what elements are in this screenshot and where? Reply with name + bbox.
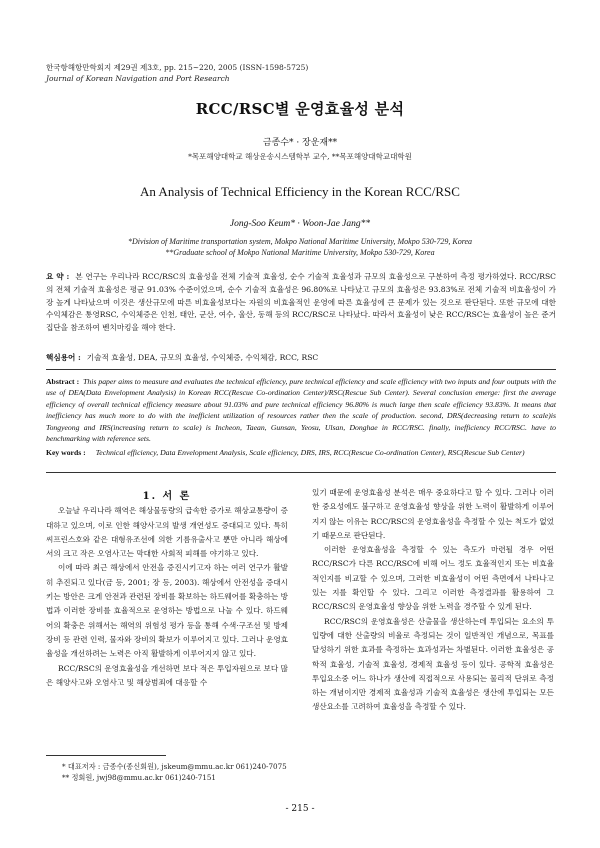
- affiliation-ko: *목포해양대학교 해상운송시스템학부 교수, **목포해양대학교대학원: [188, 152, 412, 161]
- journal-header: [46, 62, 308, 84]
- body-paragraph: 이러한 운영효율성을 측정할 수 있는 측도가 마련될 경우 어떤 RCC/RSC가 다른 RCC/RSC에 비해 어느 정도 효율적인지 또는 비효율적인지를 비교할 수 있으며, 그러한 비효율성이 어떤 측면에서 나타나고 있는 지를 확인할 수 있다. 그리고 이러한 측정결과를 활용하여 그 RCC/RSC의 운영효율성 향상을 위한 노력을 경주할 수 있게 된다.: [312, 545, 554, 612]
- keywords-en: [46, 447, 556, 458]
- footnotes: [62, 761, 287, 783]
- body-paragraph: 오늘날 우리나라 해역은 해상물동량의 급속한 증가로 해상교통량이 증대하고 있으며, 이로 인한 해양사고의 발생 개연성도 증대되고 있다. 특히 씨프린스호와 같은 대형유조선에 의한 기름유출사고 뿐만 아니라 해상에서의 크고 작은 오염사고는 막대한 사회적 피해를 야기하고 있다.: [46, 506, 288, 559]
- keywords-en-label: Key words :: [46, 448, 86, 457]
- authors-ko: 금종수* · 장운재**: [262, 138, 338, 148]
- footnote-divider: [46, 755, 166, 756]
- body-column-left: [46, 490, 288, 690]
- paper-title-ko: RCC/RSC별 운영효율성 분석: [195, 100, 405, 118]
- authors-en: Jong-Soo Keum* · Woon-Jae Jang**: [229, 219, 371, 229]
- affiliation-en-2: **Graduate school of Mokpo National Maritime University, Mokpo 530-729, Korea: [165, 248, 435, 257]
- body-paragraph: 이에 따라 최근 해상에서 안전을 증진시키고자 하는 여러 연구가 활발히 추진되고 있다(금 등, 2001; 장 등, 2003). 해상에서 안전성을 증대시키는 방안은 크게 안전과 관련된 장비를 확보하는 하드웨어를 확충하는 방법과 이러한 장비를 효율적으로 운영하는 방법으로 나눌 수 있다. 하드웨어의 확충은 위해서는 해역의 위험성 평가 등을 통해 수색·구조선 및 방제장비 등 관련 인력, 물자와 장비의 확보가 이루어지고 있다. 그러나 운영효율성을 개선하려는 노력은 아직 활발하게 이루어지지 않고 있다.: [46, 563, 288, 659]
- keywords-ko-text: 기술적 효율성, DEA, 규모의 효율성, 수익체증, 수익체감, RCC, RSC: [86, 353, 319, 362]
- page-number: - 215 -: [285, 804, 315, 814]
- journal-name-en: Journal of Korean Navigation and Port Research: [46, 74, 230, 83]
- keywords-ko: [46, 352, 556, 363]
- body-column-right: [312, 486, 554, 715]
- divider-top: [46, 369, 556, 370]
- body-paragraph: RCC/RSC의 운영효율성을 개선하면 보다 적은 투입자원으로 보다 많은 해양사고와 오염사고 및 해상범죄에 대응할 수: [46, 663, 288, 687]
- abstract-ko-text: 본 연구는 우리나라 RCC/RSC의 효율성을 전체 기술적 효율성, 순수 기술적 효율성과 규모의 효율성으로 구분하여 측정 평가하였다. RCC/RSC의 전체 기술적 효율성은 평균 91.03% 수준이었으며, 순수 기술적 효율성은 96.80%로 나타났고 규모의 효율성은 93.83%로 전체 기술적 비효율성이 가장 높게 나타났으며 이것은 생산규모에 따른 비효율성보다는 자원의 비효율적인 운영에 따른 효율성에 큰 문제가 있는 것으로 판단된다. 또한 규모에 대한 수익체감은 통영RSC, 수익체증은 인천, 태안, 군산, 여수, 울산, 동해 등의 RCC/RSC로 나타났다. 따라서 효율성이 낮은 RCC/RSC는 효율성이 높은 준거집단을 참조하여 벤치마킹을 해야 한다.: [46, 272, 556, 333]
- journal-citation: 한국항해항만학회지 제29권 제3호, pp. 215~220, 2005 (ISSN-1598-5725): [46, 63, 309, 72]
- body-paragraph: 있기 때문에 운영효율성 분석은 매우 중요하다고 할 수 있다. 그러나 이러한 중요성에도 불구하고 운영효율성 향상을 위한 노력이 활발하게 이루어지지 않는 이유는 RCC/RSC의 운영효율성을 측정할 수 있는 척도가 없었기 때문으로 판단된다.: [312, 488, 554, 540]
- footnote-2: ** 정회원, jwj98@mmu.ac.kr 061)240-7151: [62, 773, 216, 782]
- keywords-en-text: Technical efficiency, Data Envelopment Analysis, Scale efficiency, DRS, IRS, RCC(Rescue Co-ordination Center), RSC(Rescue Sub Center): [95, 448, 525, 457]
- abstract-ko-label: 요 약 :: [46, 272, 70, 281]
- footnote-1: * 대표저자 : 금종수(종신회원), jskeum@mmu.ac.kr 061)240-7075: [62, 762, 287, 771]
- keywords-ko-label: 핵심용어 :: [46, 353, 81, 362]
- section-heading: 1. 서 론: [142, 491, 192, 502]
- affiliation-en-1: *Division of Maritime transportation system, Mokpo National Maritime University, Mokpo 530-729, Korea: [127, 237, 473, 246]
- body-paragraph: RCC/RSC의 운영효율성은 산출물을 생산하는데 투입되는 요소의 투입량에 대한 산출량의 비율로 측정되는 것이 일반적인 개념으로, 목표를 달성하기 위한 효과를 측정하는 효과성과는 차별된다. 이러한 효율성은 공학적 효율성, 기술적 효율성, 경제적 효율성 등이 있다. 공학적 효율성은 투입요소중 어느 하나가 생산에 직접적으로 사용되는 물리적 단위로 측정하는 개념이지만 경제적 효율성과 기술적 효율성은 생산에 투입되는 모든 생산요소를 고려하여 효율성을 측정할 수 있다.: [312, 616, 554, 712]
- abstract-en: [46, 376, 556, 444]
- divider-bottom: [46, 472, 556, 473]
- paper-title-en: An Analysis of Technical Efficiency in the Korean RCC/RSC: [140, 184, 460, 199]
- abstract-en-text: This paper aims to measure and evaluates the technical efficiency, pure technical efficiency and scale efficiency with two inputs and four outputs with the use of DEA(Data Envelopment Analysis) in Korean RCC(Rescue Co-ordination Center)/RSC(Rescue Sub Center). Several conclusion emerge: first the average efficiency of overall technical efficiency measure about 91.03% and pure technical efficiency 96.80% is much large then scale efficiency 93.83%. It means that inefficiency has much more to do with the inefficient utilization of resources rather then the scale of production. second, DRS(decreasing return to scale)is Tongyeong and IRS(increasing return to scale) is Incheon, Taean, Gunsan, Yeosu, Ulsan, Donghae in RCC/RSC. finally, inefficiency RCC/RSC. have to benchmarking with reference sets.: [46, 377, 556, 444]
- abstract-ko: [46, 271, 556, 335]
- abstract-en-label: Abstract :: [46, 377, 80, 386]
